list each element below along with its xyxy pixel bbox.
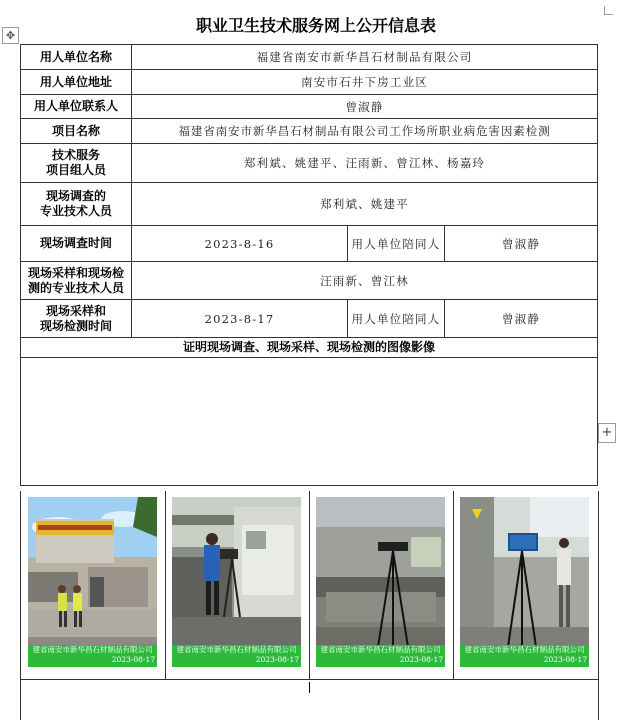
survey-staff-value[interactable]: 郑利斌、姚建平	[132, 183, 598, 226]
photo-divider	[165, 491, 166, 680]
team-members-value[interactable]: 郑利斌、姚建平、汪雨新、曾江林、杨嘉玲	[132, 144, 598, 183]
photo-caption-company: 建省南安市新华昌石材制品有限公司	[464, 645, 585, 654]
table-row	[21, 45, 598, 70]
survey-accompany-value[interactable]: 曾淑静	[445, 226, 598, 262]
project-name-value[interactable]: 福建省南安市新华昌石材制品有限公司工作场所职业病危害因素检测	[132, 119, 598, 144]
text-cursor	[309, 682, 310, 693]
team-members-label-line2: 项目组人员	[45, 163, 106, 177]
unit-name-label: 用人单位名称	[21, 45, 132, 70]
sampling-staff-value[interactable]: 汪雨新、曾江林	[132, 262, 598, 300]
table-row	[21, 144, 598, 183]
monitor-tripod-image	[460, 497, 589, 667]
unit-address-label: 用人单位地址	[21, 70, 132, 95]
table-row	[21, 183, 598, 226]
images-header: 证明现场调查、现场采样、现场检测的图像影像	[21, 338, 598, 358]
photo-caption-company: 建省南安市新华昌石材制品有限公司	[320, 645, 441, 654]
table-row	[21, 119, 598, 144]
table-row	[21, 338, 598, 358]
site-photo-1[interactable]	[28, 497, 157, 667]
survey-time-label: 现场调查时间	[21, 226, 132, 262]
site-photo-3[interactable]	[316, 497, 445, 667]
team-members-label	[21, 144, 132, 183]
survey-time-value[interactable]: 2023-8-16	[132, 226, 348, 262]
unit-contact-value[interactable]: 曾淑静	[132, 95, 598, 119]
sampling-staff-label-line1: 现场采样和现场检	[27, 265, 124, 280]
survey-staff-label-line1: 现场调查的	[45, 189, 106, 203]
images-empty-cell[interactable]	[21, 358, 598, 486]
photo-divider	[453, 491, 454, 680]
tripod-meter-image	[316, 497, 445, 667]
photo-caption-date: 2023-08-17	[543, 655, 587, 664]
photo-caption-2	[172, 645, 301, 667]
photo-strip	[20, 491, 599, 680]
sampling-time-label-line1: 现场采样和	[45, 303, 106, 318]
site-photo-4[interactable]	[460, 497, 589, 667]
photo-caption-date: 2023-08-17	[111, 655, 155, 664]
sampling-accompany-value[interactable]: 曾淑静	[445, 300, 598, 338]
unit-contact-label: 用人单位联系人	[21, 95, 132, 119]
photo-caption-4	[460, 645, 589, 667]
photo-caption-company: 建省南安市新华昌石材制品有限公司	[176, 645, 297, 654]
sampling-staff-label-line2: 测的专业技术人员	[27, 280, 124, 295]
sampling-staff-label	[21, 262, 132, 300]
sampling-time-value[interactable]: 2023-8-17	[132, 300, 348, 338]
photo-caption-company: 建省南安市新华昌石材制品有限公司	[32, 645, 153, 654]
table-row	[21, 70, 598, 95]
table-row	[21, 95, 598, 119]
photo-caption-date: 2023-08-17	[255, 655, 299, 664]
site-photo-2[interactable]	[172, 497, 301, 667]
photo-caption-1	[28, 645, 157, 667]
survey-staff-label-line2: 专业技术人员	[39, 204, 112, 218]
worker-measurement-image	[172, 497, 301, 667]
table-row	[21, 226, 598, 262]
project-name-label: 项目名称	[21, 119, 132, 144]
page-title: 职业卫生技术服务网上公开信息表	[195, 16, 436, 35]
sampling-time-label	[21, 300, 132, 338]
sampling-time-label-line2: 现场检测时间	[39, 318, 112, 333]
table-row	[21, 358, 598, 486]
sampling-accompany-label: 用人单位陪同人	[348, 300, 445, 338]
photo-divider	[309, 491, 310, 680]
info-table	[20, 44, 598, 486]
table-row	[21, 262, 598, 300]
table-row	[21, 300, 598, 338]
table-move-handle-icon[interactable]: ✥	[2, 27, 19, 44]
survey-staff-label	[21, 183, 132, 226]
unit-address-value[interactable]: 南安市石井下房工业区	[132, 70, 598, 95]
unit-name-value[interactable]: 福建省南安市新华昌石材制品有限公司	[132, 45, 598, 70]
photo-caption-date: 2023-08-17	[399, 655, 443, 664]
factory-exterior-image	[28, 497, 157, 667]
team-members-label-line1: 技术服务	[51, 148, 100, 162]
survey-accompany-label: 用人单位陪同人	[348, 226, 445, 262]
photo-caption-3	[316, 645, 445, 667]
add-row-plus-icon[interactable]: +	[598, 423, 616, 443]
